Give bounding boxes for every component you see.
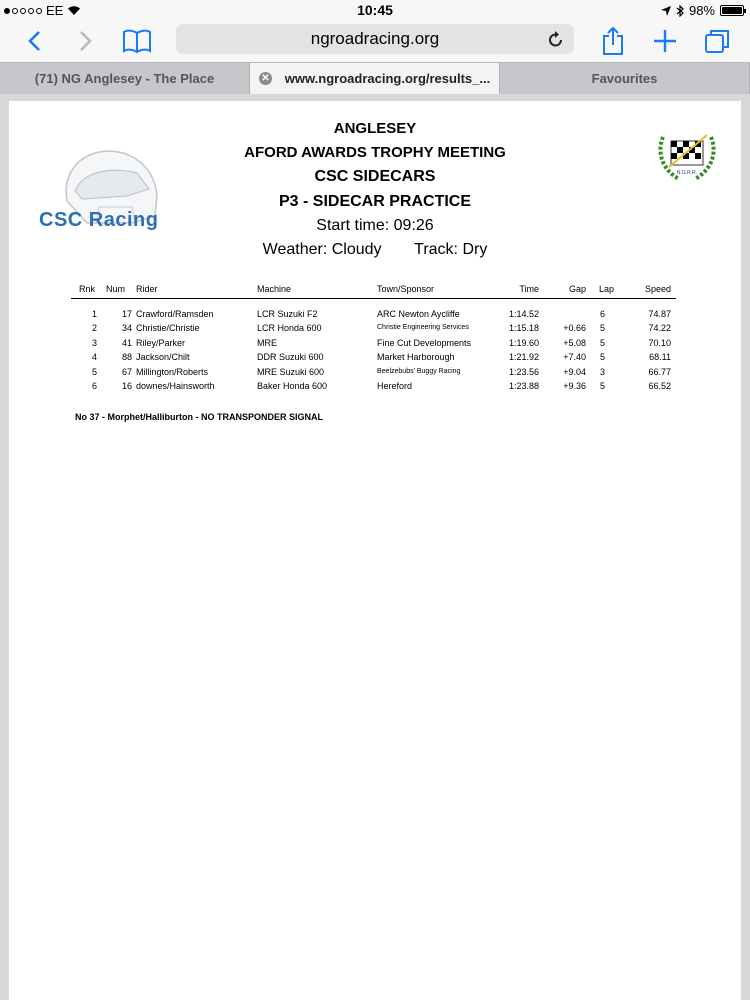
column-header: Rider <box>136 284 158 294</box>
cell-rnk: 4 <box>91 352 97 362</box>
cell-lap: 5 <box>600 352 606 362</box>
start-time: Start time: 09:26 <box>316 217 434 234</box>
tab-label: Favourites <box>591 71 658 86</box>
browser-toolbar <box>0 20 750 62</box>
cell-sponsor: Beelzebubs' Buggy Racing <box>377 367 461 375</box>
address-bar[interactable] <box>176 24 574 54</box>
results-document <box>9 101 741 1000</box>
column-header: Num <box>106 284 126 294</box>
table-row <box>71 323 691 338</box>
tabs-overview-button[interactable] <box>702 25 732 57</box>
carrier-label: EE <box>46 3 64 18</box>
cell-machine: MRE Suzuki 600 <box>257 366 325 377</box>
plus-icon <box>653 29 677 53</box>
transponder-note: No 37 - Morphet/Halliburton - NO TRANSPONDER SIGNAL <box>75 412 324 422</box>
cell-time: 1:14.52 <box>508 308 539 319</box>
cell-rider: downes/Hainsworth <box>136 381 215 391</box>
back-button[interactable] <box>20 25 48 57</box>
reload-button[interactable] <box>548 30 564 53</box>
reload-icon <box>548 30 564 48</box>
table-row <box>71 367 691 382</box>
cell-rider: Millington/Roberts <box>136 366 209 377</box>
cell-num: 17 <box>121 308 132 319</box>
cell-num: 41 <box>121 337 132 348</box>
cell-gap: +9.04 <box>563 366 586 377</box>
chevron-right-icon <box>79 30 93 52</box>
new-tab-button[interactable] <box>650 25 680 57</box>
cell-lap: 3 <box>600 366 606 377</box>
session-heading: P3 - SIDECAR PRACTICE <box>278 193 472 210</box>
csc-racing-logo-text: CSC Racing <box>39 209 159 231</box>
column-header: Rnk <box>79 284 96 294</box>
tab-label: www.ngroadracing.org/results_... <box>284 71 491 86</box>
cell-machine: MRE <box>257 337 277 348</box>
cell-sponsor: ARC Newton Aycliffe <box>377 308 460 319</box>
class-heading: CSC SIDECARS <box>314 168 436 185</box>
table-header-row <box>71 284 691 299</box>
cell-gap: +7.40 <box>563 352 586 362</box>
cell-speed: 74.22 <box>648 323 671 333</box>
cell-rider: Jackson/Chilt <box>136 352 190 362</box>
cell-time: 1:19.60 <box>508 337 539 348</box>
clock: 10:45 <box>357 2 393 18</box>
track-label: Track: Dry <box>414 241 488 258</box>
cell-rnk: 2 <box>91 323 97 333</box>
cell-lap: 5 <box>600 381 606 391</box>
bluetooth-icon <box>676 5 684 17</box>
tabs-icon <box>704 28 730 54</box>
meeting-heading: AFORD AWARDS TROPHY MEETING <box>244 144 506 161</box>
cell-rnk: 3 <box>91 337 97 348</box>
cell-speed: 74.87 <box>648 308 671 319</box>
cell-sponsor: Fine Cut Developments <box>377 337 472 348</box>
cell-speed: 68.11 <box>649 352 671 362</box>
cell-time: 1:21.92 <box>508 352 539 362</box>
cell-num: 88 <box>121 352 132 362</box>
cell-sponsor: Christie Engineering Services <box>377 324 469 331</box>
cell-time: 1:15.18 <box>508 323 539 333</box>
column-header: Gap <box>568 284 586 294</box>
cell-lap: 6 <box>600 308 606 319</box>
column-header: Lap <box>599 284 615 294</box>
cell-speed: 70.10 <box>648 337 671 348</box>
table-row <box>71 381 691 396</box>
forward-button[interactable] <box>72 25 100 57</box>
cell-gap: +9.36 <box>563 381 586 391</box>
cell-lap: 5 <box>600 337 606 348</box>
chevron-left-icon <box>27 30 41 52</box>
cell-num: 67 <box>121 366 132 377</box>
close-tab-icon[interactable]: ✕ <box>259 72 272 85</box>
header-divider <box>71 298 676 299</box>
share-icon <box>601 26 625 56</box>
ngrr-badge-text: N.G.R.R. <box>676 170 698 176</box>
cell-rider: Christie/Christie <box>136 323 200 333</box>
tab-ng-anglesey[interactable] <box>0 63 250 94</box>
cell-rider: Crawford/Ramsden <box>136 308 214 319</box>
location-arrow-icon <box>661 6 671 16</box>
tab-bar <box>0 62 750 94</box>
column-header: Machine <box>257 284 292 294</box>
status-bar <box>0 0 750 20</box>
status-right <box>661 3 744 18</box>
cell-speed: 66.52 <box>648 381 671 391</box>
cell-machine: LCR Honda 600 <box>257 323 322 333</box>
cell-rnk: 6 <box>91 381 97 391</box>
weather-label: Weather: Cloudy <box>262 241 382 258</box>
battery-icon <box>720 5 744 16</box>
cell-rnk: 1 <box>91 308 97 319</box>
battery-percent: 98% <box>688 3 715 18</box>
cell-machine: DDR Suzuki 600 <box>257 352 324 362</box>
column-header: Speed <box>644 284 671 294</box>
cell-machine: LCR Suzuki F2 <box>257 308 318 319</box>
results-table <box>71 284 691 396</box>
column-header: Town/Sponsor <box>377 284 435 294</box>
table-row <box>71 309 691 324</box>
share-button[interactable] <box>598 25 628 57</box>
table-row <box>71 338 691 353</box>
address-url: ngroadracing.org <box>310 29 440 48</box>
table-row <box>71 352 691 367</box>
tab-favourites[interactable] <box>500 63 750 94</box>
cell-lap: 5 <box>600 323 606 333</box>
cell-machine: Baker Honda 600 <box>257 381 328 391</box>
tab-label: (71) NG Anglesey - The Place <box>34 71 215 86</box>
cell-time: 1:23.56 <box>508 366 539 377</box>
tab-results[interactable] <box>250 63 500 94</box>
cell-sponsor: Hereford <box>377 381 413 391</box>
cell-num: 34 <box>121 323 132 333</box>
cell-gap: +5.08 <box>563 337 586 348</box>
cell-sponsor: Market Harborough <box>377 352 455 362</box>
cell-time: 1:23.88 <box>508 381 539 391</box>
venue-heading: ANGLESEY <box>333 120 417 137</box>
cell-rnk: 5 <box>91 366 97 377</box>
cell-gap: +0.66 <box>563 323 586 333</box>
conditions-line <box>9 241 741 259</box>
column-header: Time <box>519 284 539 294</box>
cell-num: 16 <box>121 381 132 391</box>
cell-speed: 66.77 <box>648 366 671 377</box>
cell-rider: Riley/Parker <box>136 337 186 348</box>
book-icon <box>122 29 152 53</box>
bookmarks-button[interactable] <box>120 25 154 57</box>
